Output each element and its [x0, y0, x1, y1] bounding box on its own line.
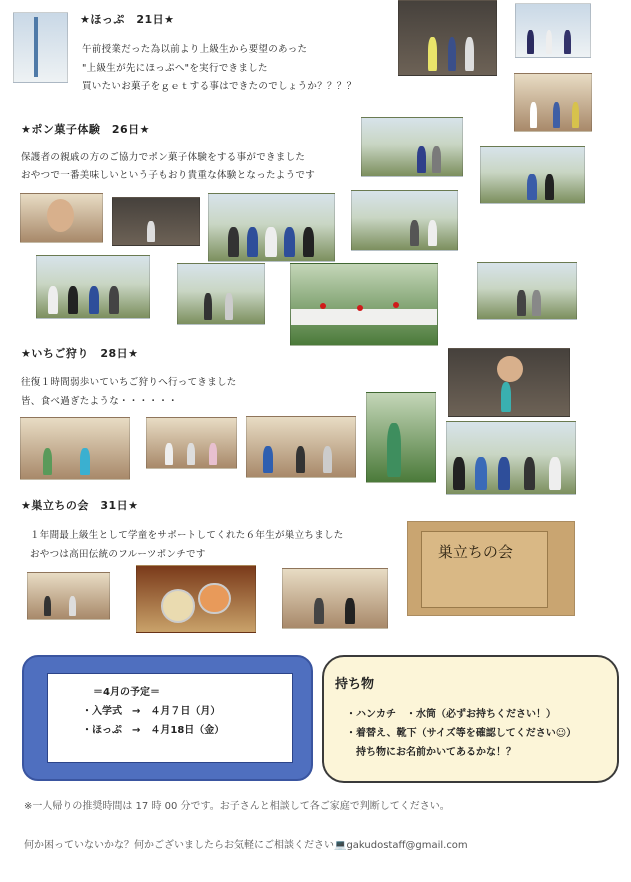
schedule-inner: [47, 673, 293, 763]
photo-group-pon: [208, 193, 335, 262]
photo-shop-inside: [514, 73, 592, 132]
section-title-sudachi: ★巣立ちの会 31日★: [21, 499, 139, 512]
photo-girl-strawberries: [448, 348, 570, 417]
schedule-panel: [22, 655, 313, 781]
photo-strawberry-eating-2: [146, 417, 237, 469]
photo-shop-entrance: [398, 0, 497, 76]
sudachi-line-2: おやつは高田伝統のフルーツポンチです: [30, 549, 206, 560]
belongings-line-1: ・ハンカチ ・水筒（必ずお持ちください！）: [346, 709, 556, 720]
photo-boy-picking: [366, 392, 436, 483]
photo-kids-line: [36, 255, 150, 319]
footer-contact: 何か困っていないかな？何かございましたらお気軽にご相談ください💻gakudostaff@gmail.com: [24, 840, 468, 851]
photo-walk-road: [477, 262, 577, 320]
sudachi-line-1: １年間最上級生として学童をサポートしてくれた６年生が巣立ちました: [30, 530, 344, 541]
hoppu-line-1: 午前授業だった為以前より上級生から要望のあった: [82, 44, 308, 55]
photo-flag-pole: [13, 12, 68, 83]
photo-pon-truck: [361, 117, 463, 177]
ponkashi-line-2: おやつで一番美味しいという子もおり貴重な体験となったようです: [21, 170, 316, 181]
section-title-ichigo: ★いちご狩り 28日★: [21, 347, 139, 360]
photo-greenhouse-group: [446, 421, 576, 495]
belongings-panel: [322, 655, 619, 783]
photo-pon-machine: [351, 190, 458, 251]
section-title-hoppu: ★ほっぷ 21日★: [80, 13, 175, 26]
schedule-item-1: ・入学式 → ４月７日（月）: [82, 706, 221, 717]
photo-strawberry-eating-1: [20, 417, 130, 480]
photo-pon-blossom: [480, 146, 585, 204]
ponkashi-line-1: 保護者の親戚の方のご協力でポン菓子体験をする事ができました: [21, 152, 306, 163]
ichigo-line-1: 往復１時間弱歩いていちご狩りへ行ってきました: [21, 377, 237, 388]
photo-fruit-punch: [136, 565, 256, 633]
belongings-line-3: 持ち物にお名前かいてあるかな！？: [346, 747, 516, 758]
section-title-ponkashi: ★ポン菓子体験 26日★: [21, 123, 151, 136]
photo-sudachi-room: [282, 568, 388, 629]
photo-boy-standing: [112, 197, 200, 246]
ichigo-line-2: 皆、食べ過ぎたような・・・・・・: [21, 396, 178, 407]
belongings-title: 持ち物: [335, 677, 375, 692]
photo-sudachi-sign: [407, 521, 575, 616]
photo-strawberry-greenhouse: [290, 263, 438, 346]
hoppu-line-3: 買いたいお菓子をｇｅｔする事はできたのでしょうか？？？？: [82, 81, 357, 92]
photo-children-street: [515, 3, 591, 58]
schedule-item-2: ・ほっぷ → ４月18日（金）: [82, 725, 225, 736]
photo-strawberry-eating-3: [246, 416, 356, 478]
footer-note: ※一人帰りの推奨時間は 17 時 00 分です。お子さんと相談して各ご家庭で判断してください。: [24, 801, 450, 812]
schedule-title: ＝4月の予定＝: [93, 687, 160, 698]
photo-kids-bench: [177, 263, 265, 325]
sign-text: 巣立ちの会: [437, 542, 513, 561]
photo-sudachi-table: [27, 572, 110, 620]
photo-boy-eating: [20, 193, 103, 243]
hoppu-line-2: "上級生が先にほっぷへ"を実行できました: [82, 63, 268, 74]
belongings-line-2: ・着替え、靴下（サイズ等を確認してください☺）: [346, 728, 577, 739]
